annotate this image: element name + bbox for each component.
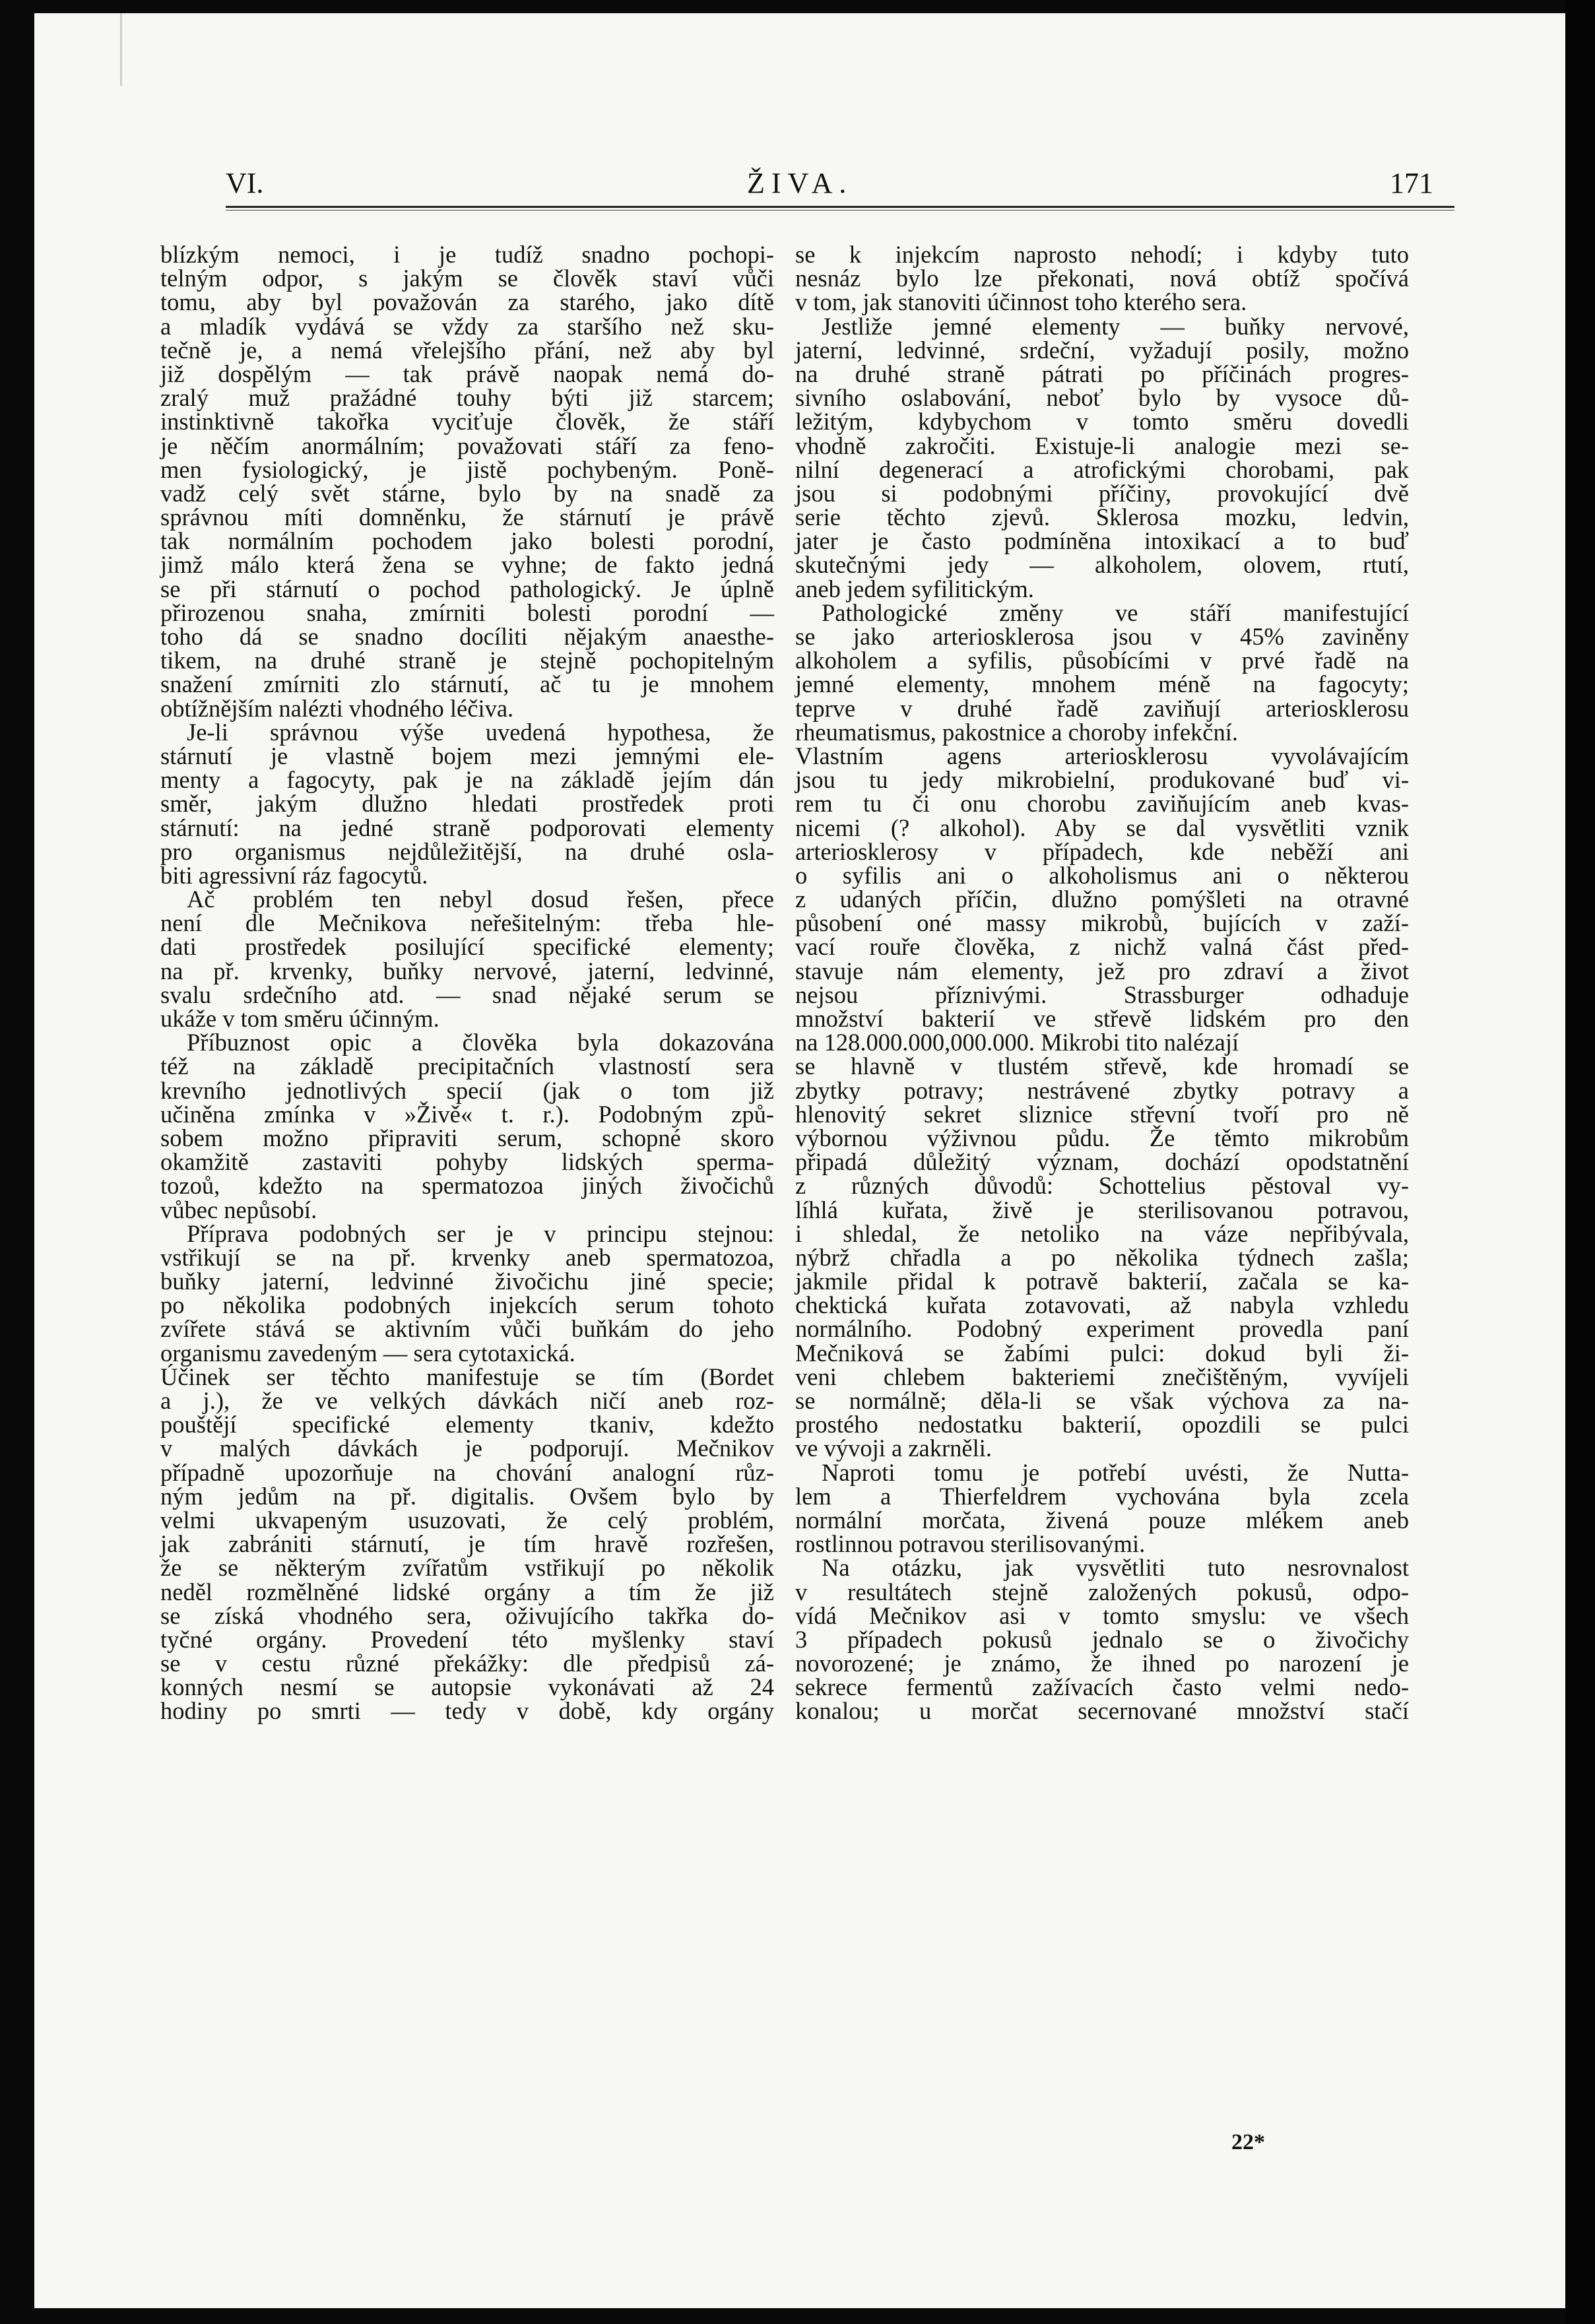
text-line: zbytky potravy; nestrávené zbytky potravy a: [795, 1076, 1409, 1104]
text-line: se v cestu různé překážky: dle předpisů zá-: [160, 1650, 774, 1677]
text-line: se při stárnutí o pochod pathologický. Je úplně: [160, 575, 774, 602]
running-header: [226, 166, 1433, 206]
text-line: jak zabrániti stárnutí, je tím hravě rozřešen,: [160, 1530, 774, 1558]
text-line: nesnáz bylo lze překonati, nová obtíž spočívá: [795, 265, 1409, 292]
text-line: v tom, jak stanoviti účinnost toho kterého sera.: [795, 288, 1247, 316]
text-line: biti agressivní ráz fagocytů.: [160, 861, 428, 889]
text-line: vídá Mečnikov asi v tomto smyslu: ve všech: [795, 1601, 1409, 1629]
text-line: Ač problém ten nebyl dosud řešen, přece: [187, 886, 774, 913]
text-line: rheumatismus, pakostnice a choroby infekční.: [795, 718, 1239, 746]
text-line: rem tu či onu chorobu zaviňujícím aneb kvas-: [795, 790, 1409, 818]
text-line: jater je často podmíněna intoxikací a to buď: [795, 527, 1409, 555]
binding-edge: [34, 13, 122, 86]
text-line: nejsou příznivými. Strassburger odhaduje: [795, 981, 1409, 1008]
text-line: krevního jednotlivých specií (jak o tom již: [160, 1076, 774, 1104]
text-line: telným odpor, s jakým se člověk staví vůči: [160, 265, 774, 292]
header-rule: [226, 206, 1454, 210]
text-line: připadá důležitý význam, dochází opodstatnění: [795, 1148, 1409, 1176]
text-line: učiněna zmínka v »Živě« t. r.). Podobným způ-: [160, 1100, 774, 1128]
text-line: jakmile přidal k potravě bakterií, začala se ka-: [795, 1268, 1409, 1295]
text-line: snažení zmírniti zlo stárnutí, ač tu je mnohem: [160, 670, 774, 698]
text-line: vstřikují se na př. krvenky aneb spermatozoa,: [160, 1243, 774, 1271]
text-line: vací rouře člověka, z nichž valná část před-: [795, 933, 1409, 961]
text-line: po několika podobných injekcích serum tohoto: [160, 1291, 774, 1319]
text-line: Vlastním agens arteriosklerosu vyvolávajícím: [795, 742, 1409, 769]
text-line: a j.), že ve velkých dávkách ničí aneb roz-: [160, 1387, 774, 1414]
text-line: na 128.000.000,000.000. Mikrobi tito nalézají: [795, 1029, 1239, 1056]
text-line: hodiny po smrti — tedy v době, kdy orgány: [160, 1697, 774, 1725]
text-line: z různých důvodů: Schottelius pěstoval vy-: [795, 1172, 1409, 1200]
text-line: z udaných příčin, dlužno pomýšleti na otravné: [795, 886, 1409, 913]
page-number: 171: [1390, 167, 1433, 199]
text-line: tozoů, kdežto na spermatozoa jiných živočichů: [160, 1172, 774, 1200]
text-line: líhlá kuřata, živě je sterilisovanou potravou,: [795, 1196, 1409, 1223]
text-line: tomu, aby byl považován za starého, jako dítě: [160, 288, 774, 316]
text-line: buňky jaterní, ledvinné živočichu jiné specie;: [160, 1268, 774, 1295]
left-column: [160, 243, 774, 1724]
text-line: pro organismus nejdůležitější, na druhé osla-: [160, 837, 774, 865]
text-line: nicemi (? alkohol). Aby se dal vysvětliti vznik: [795, 814, 1409, 841]
text-line: Je-li správnou výše uvedená hypothesa, že: [187, 718, 774, 746]
text-line: není dle Mečnikova neřešitelným: třeba hle-: [160, 909, 774, 937]
text-line: rostlinnou potravou sterilisovanými.: [795, 1530, 1146, 1558]
text-line: neděl rozmělněné lidské orgány a tím že již: [160, 1578, 774, 1605]
text-line: Příprava podobných ser je v principu stejnou:: [187, 1219, 774, 1247]
text-line: novorozené; je známo, že ihned po narození je: [795, 1650, 1409, 1677]
volume-number: VI.: [226, 167, 264, 199]
text-line: se normálně; děla-li se však výchova za na-: [795, 1387, 1409, 1414]
text-line: organismu zavedeným — sera cytotaxická.: [160, 1339, 575, 1367]
text-line: skutečnými jedy — alkoholem, olovem, rtutí,: [795, 551, 1409, 579]
text-line: zralý muž pražádné touhy býti již starcem;: [160, 384, 774, 412]
text-line: v malých dávkách je podporují. Mečnikov: [160, 1435, 774, 1462]
text-line: Účinek ser těchto manifestuje se tím (Bordet: [160, 1363, 774, 1390]
text-line: okamžitě zastaviti pohyby lidských sperma-: [160, 1148, 774, 1176]
text-line: jimž málo která žena se vyhne; de fakto jedná: [160, 551, 774, 579]
text-line: 3 případech pokusů jednalo se o živočichy: [795, 1625, 1409, 1653]
text-line: tečně je, a nemá vřelejšího přání, než aby byl: [160, 336, 774, 364]
text-line: o syfilis ani o alkoholismus ani o některou: [795, 861, 1409, 889]
text-line: že se některým zvířatům vstřikují po několik: [160, 1554, 774, 1582]
text-line: aneb jedem syfilitickým.: [795, 575, 1034, 602]
text-line: na druhé straně pátrati po příčinách progres-: [795, 360, 1409, 387]
text-line: jsou si podobnými příčiny, provokující dvě: [795, 479, 1409, 507]
text-line: sekrece fermentů zažívacích často velmi nedo-: [795, 1673, 1409, 1701]
text-line: správnou míti domněnku, že stárnutí je právě: [160, 503, 774, 531]
text-line: prostého nedostatku bakterií, opozdili se pulci: [795, 1411, 1409, 1438]
text-line: ným jedům na př. digitalis. Ovšem bylo by: [160, 1482, 774, 1510]
text-line: toho dá se snadno docíliti nějakým anaesthe-: [160, 623, 774, 650]
text-line: stárnutí: na jedné straně podporovati elementy: [160, 814, 774, 841]
text-line: stavuje nám elementy, jež pro zdraví a život: [795, 957, 1409, 984]
text-line: na př. krvenky, buňky nervové, jaterní, ledvinné,: [160, 957, 774, 984]
text-line: v resultátech stejně založených pokusů, odpo-: [795, 1578, 1409, 1605]
text-line: tikem, na druhé straně je stejně pochopitelným: [160, 647, 774, 674]
text-line: lem a Thierfeldrem vychována byla zcela: [795, 1482, 1409, 1510]
text-line: sobem možno připraviti serum, schopné skoro: [160, 1124, 774, 1151]
text-line: pouštějí specifické elementy tkaniv, kdežto: [160, 1411, 774, 1438]
text-line: Jestliže jemné elementy — buňky nervové,: [822, 312, 1409, 340]
text-line: ležitým, kdybychom v tomto směru dovedli: [795, 408, 1409, 436]
text-line: a mladík vydává se vždy za staršího než sku-: [160, 312, 774, 340]
text-line: stárnutí je vlastně bojem mezi jemnými ele-: [160, 742, 774, 769]
text-line: menty a fagocyty, pak je na základě jejím dán: [160, 766, 774, 794]
journal-title: ŽIVA.: [747, 167, 853, 199]
text-line: jsou tu jedy mikrobielní, produkované buď vi-: [795, 766, 1409, 794]
text-line: je něčím anormálním; považovati stáří za feno-: [160, 432, 774, 459]
text-line: se hlavně v tlustém střevě, kde hromadí se: [795, 1052, 1409, 1080]
text-line: dati prostředek posilující specifické elementy;: [160, 933, 774, 961]
text-line: konalou; u morčat secernované množství stačí: [795, 1697, 1409, 1725]
text-line: hlenovitý sekret sliznice střevní tvoří pro ně: [795, 1100, 1409, 1128]
text-line: velmi ukvapeným usuzovati, že celý problém,: [160, 1506, 774, 1533]
text-line: nilní degenerací a atrofickými chorobami, pak: [795, 455, 1409, 483]
text-line: zvířete stává se aktivním vůči buňkám do jeho: [160, 1315, 774, 1343]
text-line: jaterní, ledvinné, srdeční, vyžadují posily, možno: [795, 336, 1409, 364]
text-line: i shledal, že netoliko na váze nepřibývala,: [795, 1219, 1409, 1247]
text-line: men fysiologický, je jistě pochybeným. Poně-: [160, 455, 774, 483]
text-line: ukáže v tom směru účinným.: [160, 1005, 439, 1032]
text-line: Naproti tomu je potřebí uvésti, že Nutta-: [822, 1458, 1409, 1486]
text-line: směr, jakým dlužno hledati prostředek proti: [160, 790, 774, 818]
text-line: se jako arteriosklerosa jsou v 45% zaviněny: [795, 623, 1409, 650]
text-line: chektická kuřata zotavovati, až nabyla vzhledu: [795, 1291, 1409, 1319]
text-line: vadž celý svět stárne, bylo by na snadě za: [160, 479, 774, 507]
text-line: též na základě precipitačních vlastností sera: [160, 1052, 774, 1080]
text-line: obtížnějším nalézti vhodného léčiva.: [160, 694, 514, 722]
text-line: normální morčata, živená pouze mlékem aneb: [795, 1506, 1409, 1533]
text-line: Na otázku, jak vysvětliti tuto nesrovnalost: [822, 1554, 1409, 1582]
text-line: případně upozorňuje na chování analogní růz-: [160, 1458, 774, 1486]
text-line: konných nesmí se autopsie vykonávati až 24: [160, 1673, 774, 1701]
text-line: přirozenou snaha, zmírniti bolesti porodní —: [160, 598, 774, 626]
text-line: ve vývoji a zakrněli.: [795, 1435, 992, 1462]
text-line: výbornou výživnou půdu. Že těmto mikrobům: [795, 1124, 1409, 1151]
text-line: svalu srdečního atd. — snad nějaké serum se: [160, 981, 774, 1008]
text-line: serie těchto zjevů. Sklerosa mozku, ledvin,: [795, 503, 1409, 531]
text-line: jemné elementy, mnohem méně na fagocyty;: [795, 670, 1409, 698]
text-line: množství bakterií ve střevě lidském pro den: [795, 1005, 1409, 1032]
text-line: veni chlebem bakteriemi znečištěným, vyvíjeli: [795, 1363, 1409, 1390]
text-line: Příbuznost opic a člověka byla dokazována: [187, 1029, 774, 1056]
text-line: tak normálním pochodem jako bolesti porodní,: [160, 527, 774, 555]
text-line: se k injekcím naprosto nehodí; i kdyby tuto: [795, 241, 1409, 268]
text-line: blízkým nemoci, i je tudíž snadno pochopi-: [160, 241, 774, 268]
text-line: působení oné massy mikrobů, bujících v zaží-: [795, 909, 1409, 937]
text-line: Pathologické změny ve stáří manifestující: [822, 598, 1409, 626]
text-line: se získá vhodného sera, oživujícího takřka do-: [160, 1601, 774, 1629]
text-line: normálního. Podobný experiment provedla paní: [795, 1315, 1409, 1343]
text-line: sivního oslabování, neboť bylo by vysoce dů-: [795, 384, 1409, 412]
text-line: vhodně zakročiti. Existuje-li analogie mezi se-: [795, 432, 1409, 459]
text-line: již dospělým — tak právě naopak nemá do-: [160, 360, 774, 387]
right-column: [795, 243, 1409, 1724]
text-line: alkoholem a syfilis, působícími v prvé řadě na: [795, 647, 1409, 674]
scan-border: [1565, 0, 1595, 2324]
text-line: vůbec nepůsobí.: [160, 1196, 317, 1223]
text-line: teprve v druhé řadě zaviňují arteriosklerosu: [795, 694, 1409, 722]
text-line: instinktivně takořka vyciťuje člověk, že stáří: [160, 408, 774, 436]
signature-mark: 22*: [1231, 2130, 1265, 2154]
text-line: Mečniková se žabími pulci: dokud byli ži-: [795, 1339, 1409, 1367]
text-line: tyčné orgány. Provedení této myšlenky staví: [160, 1625, 774, 1653]
text-line: arteriosklerosy v případech, kde neběží ani: [795, 837, 1409, 865]
text-line: nýbrž chřadla a po několika týdnech zašla;: [795, 1243, 1409, 1271]
